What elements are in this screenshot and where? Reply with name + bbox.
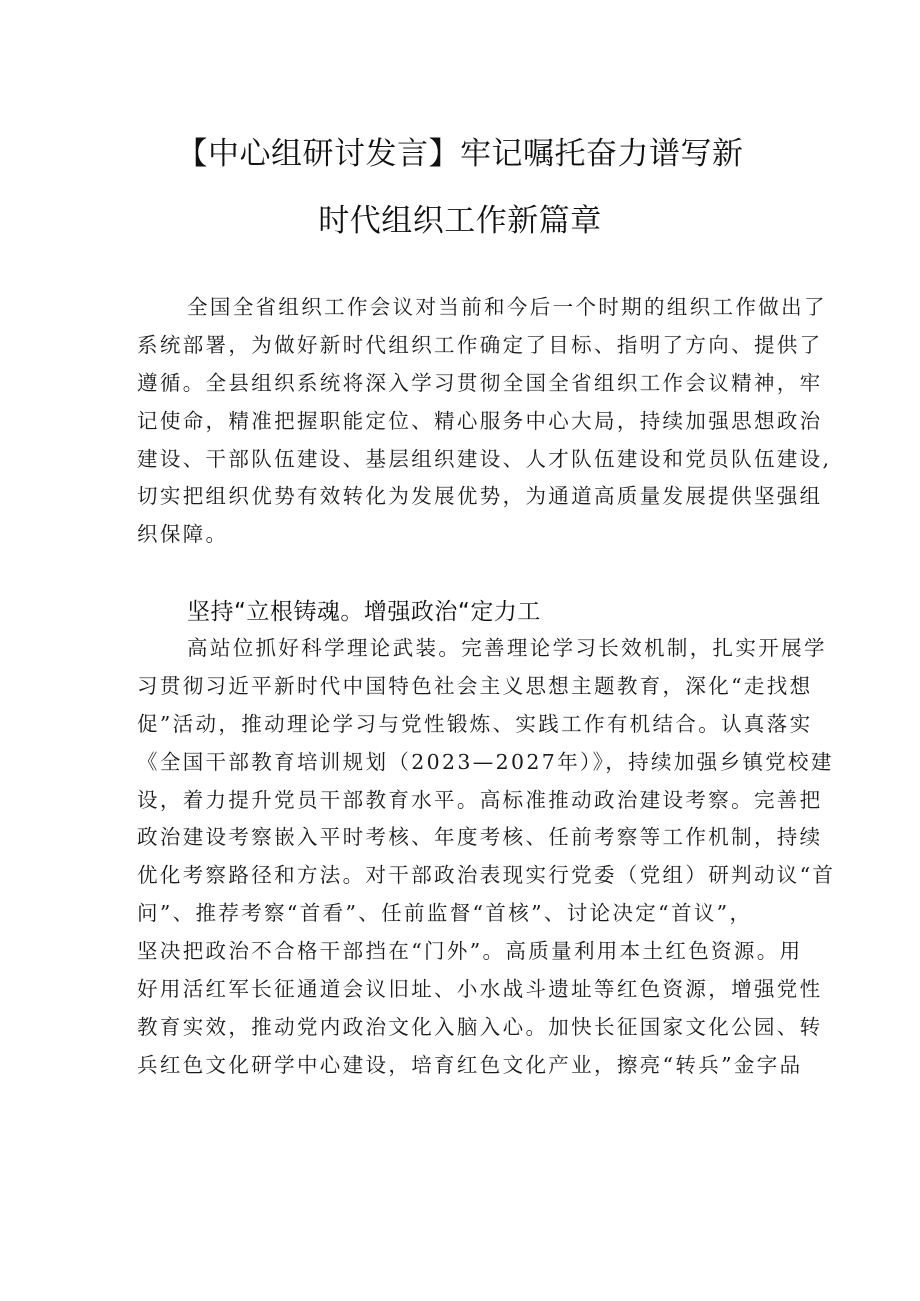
- paragraph-line: 记使命，精准把握职能定位、精心服务中心大局，持续加强思想政治: [137, 408, 823, 433]
- paragraph-line: 《全国干部教育培训规划（2023—2027年）》，持续加强乡镇党校建: [137, 749, 834, 774]
- document-title-line-2: 时代组织工作新篇章: [318, 203, 602, 239]
- intro-paragraph: [137, 289, 832, 554]
- paragraph-line: 系统部署，为做好新时代组织工作确定了目标、指明了方向、提供了: [137, 332, 823, 357]
- paragraph-line: 切实把组织优势有效转化为发展优势，为通道高质量发展提供坚强组: [137, 484, 823, 509]
- paragraph-line: 织保障。: [137, 522, 229, 547]
- paragraph-line: 全国全省组织工作会议对当前和今后一个时期的组织工作做出了: [187, 295, 827, 319]
- paragraph-line: 促”活动，推动理论学习与党性锻炼、实践工作有机结合。认真落实: [137, 711, 813, 736]
- paragraph-line: 坚决把政治不合格干部挡在“门外”。高质量利用本土红色资源。用: [137, 939, 803, 964]
- section-heading: 坚持“立根铸魂。增强政治“定力工: [187, 599, 541, 625]
- section-paragraph: [137, 630, 836, 1085]
- paragraph-line: 兵红色文化研学中心建设，培育红色文化产业，擦亮“转兵”金字品: [137, 1052, 803, 1077]
- paragraph-line: 好用活红军长征通道会议旧址、小水战斗遗址等红色资源，增强党性: [137, 977, 823, 1002]
- paragraph-line: 习贯彻习近平新时代中国特色社会主义思想主题教育，深化“走找想: [137, 673, 813, 698]
- paragraph-line: 政治建设考察嵌入平时考核、年度考核、任前考察等工作机制，持续: [137, 825, 823, 850]
- paragraph-line: 建设、干部队伍建设、基层组织建设、人才队伍建设和党员队伍建设,: [137, 446, 832, 471]
- paragraph-line: 高站位抓好科学理论武装。完善理论学习长效机制，扎实开展学: [187, 636, 827, 660]
- document-title-line-1: 【中心组研讨发言】牢记嘱托奋力谱写新: [176, 136, 744, 172]
- paragraph-line: 遵循。全县组织系统将深入学习贯彻全国全省组织工作会议精神，牢: [137, 370, 823, 395]
- paragraph-line: 优化考察路径和方法。对干部政治表现实行党委（党组）研判动议“首: [137, 863, 836, 888]
- paragraph-line: 设，着力提升党员干部教育水平。高标准推动政治建设考察。完善把: [137, 787, 823, 812]
- paragraph-line: 教育实效，推动党内政治文化入脑入心。加快长征国家文化公园、转: [137, 1014, 823, 1039]
- paragraph-line: 问”、推荐考察“首看”、任前监督“首核”、讨论决定“首议”，: [137, 901, 753, 926]
